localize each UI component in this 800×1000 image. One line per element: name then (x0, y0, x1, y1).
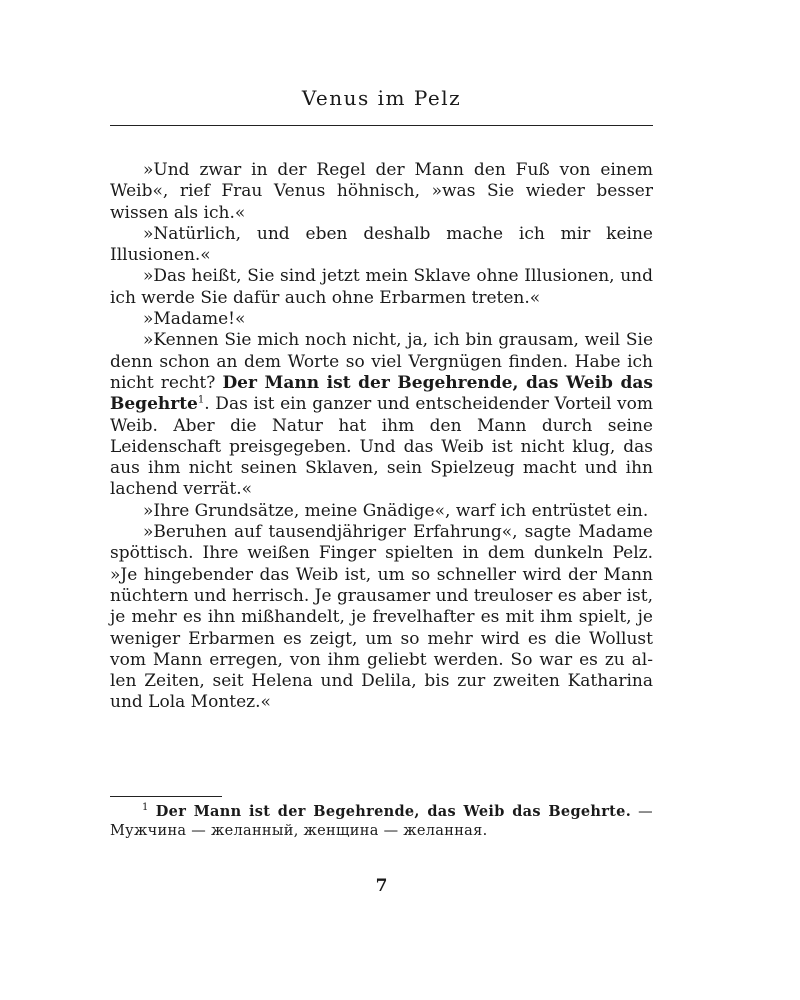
paragraph-text: . Das ist ein ganzer und entscheidender Vorteil vom Weib. Aber die Natur hat ihm den Mann durch seine Leidenschaft preisgegeben. Und das Weib ist nicht klug, das aus ihm nicht seinen Sklaven, sein Spielzeug macht und ihn lachend verrät.« (110, 394, 653, 500)
body-text (110, 160, 653, 714)
running-header: Venus im Pelz (301, 86, 462, 110)
footnote-text (110, 802, 653, 841)
paragraph: »Madame!« (143, 309, 246, 330)
paragraph (110, 330, 653, 500)
paragraph: »Beruhen auf tausendjähriger Erfahrung«, sagte Madame spöttisch. Ihre weißen Finger spielten in dem dunkeln Pelz. »Je hingebender das Weib ist, um so schneller wird der Mann nüchtern und herrisch. Je grausamer und treuloser es aber ist, je mehr es ihn mißhandelt, je frevelhafter es mit ihm spielt, je weniger Erbarmen es zeigt, um so mehr wird es die Wollust vom Mann erregen, von ihm geliebt werden. So war es zu allen Zeiten, seit Helena und Delila, bis zur zweiten Katharina und Lola Montez.« (110, 522, 653, 713)
footnote-bold: Der Mann ist der Begehrende, das Weib das Begehrte. (155, 803, 632, 820)
footnote (110, 802, 653, 841)
footnote-rule (110, 796, 222, 797)
paragraph-text: »Kennen Sie mich noch nicht, ja, ich bin grausam, weil Sie denn schon an dem Worte so viel Vergnügen finden. Habe ich nicht recht? (110, 330, 653, 393)
paragraph: »Das heißt, Sie sind jetzt mein Sklave ohne Illusionen, und ich werde Sie dafür auch ohne Erbarmen treten.« (110, 266, 653, 308)
footnote-marker: 1 (142, 802, 149, 814)
footnote-reference[interactable]: 1 (197, 394, 205, 406)
header-rule (110, 125, 653, 126)
paragraph: »Und zwar in der Regel der Mann den Fuß von einem Weib«, rief Frau Venus höhnisch, »was Sie wieder besser wissen als ich.« (110, 160, 653, 223)
bold-quote: Der Mann ist der Begehrende, das Weib das Begehrte (110, 372, 653, 415)
page-number: 7 (375, 876, 388, 896)
paragraph: »Natürlich, und eben deshalb mache ich mir keine Illusionen.« (110, 223, 653, 266)
footnote-translation: — Мужчина — желанный, женщина — желанная. (110, 804, 653, 839)
paragraph: »Ihre Grundsätze, meine Gnädige«, warf ich entrüstet ein. (143, 500, 649, 521)
